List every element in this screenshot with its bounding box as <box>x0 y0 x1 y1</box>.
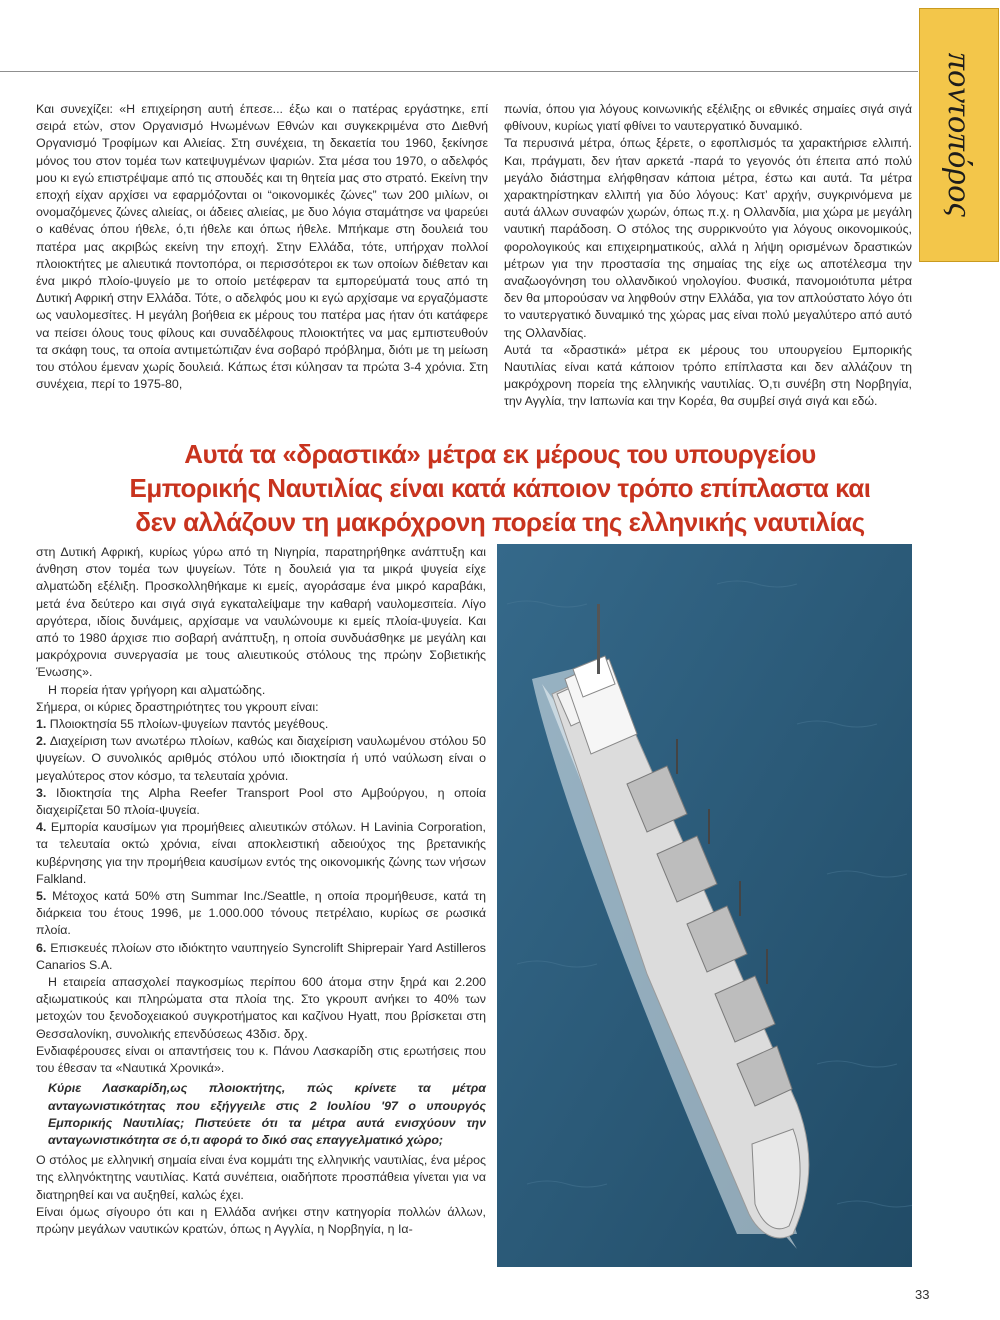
paragraph: Η εταιρεία απασχολεί παγκοσμίως περίπου 600 άτομα στην ξηρά και 2.200 αξιωματικούς και πληρώματα στα πλοία της. Στο γκρουπ ανήκει το 40% των μετοχών του ξενοδοχειακού συγκροτήματος και καζίνου Hyatt, που βρίσκεται στη Θεσσαλονίκη, συνολικής επενδύσεως 43δισ. δρχ. <box>36 975 486 1041</box>
list-text: Διαχείριση των ανωτέρω πλοίων, καθώς και διαχείριση ναυλωμένου στόλου 50 ψυγείων. Ο συνολικός αριθμός στόλου υπό ιδιοκτησία ή υπό ναύλωση είναι ο μεγαλύτερος στον κόσμο, τα τελευταία χρόνια. <box>36 734 487 783</box>
list-item <box>36 940 486 974</box>
header-rule <box>0 71 918 72</box>
page-number: 33 <box>915 1287 930 1302</box>
list-text: Πλοιοκτησία 55 πλοίων-ψυγείων παντός μεγέθους. <box>49 717 329 732</box>
paragraph: Τα περυσινά μέτρα, όπως ξέρετε, ο εφοπλισμός τα χαρακτήρισε ελλιπή. Και, πράγματι, δεν ήταν αρκετά -παρά το γεγονός ότι έπειτα από πολύ μεγάλο διάστημα ελήφθησαν κάποια μέτρα, έστω και αυτά. Τα μέτρα χαρακτηρίστηκαν ελλιπή για δύο λόγους: Κατ’ αρχήν, συγκρινόμενα με αυτά άλλων συναφών χωρών, όπως π.χ. η Ολλανδία, μια χώρα με μεγάλη ναυτική παράδοση. Ο στόλος της συρρικνούτο για λόγους οικονομικούς, φορολογικούς και επιχειρηματικούς, αλλά η λήψη ορισμένων δραστικών μέτρων για την προστασία της σημαίας της είχε ως αποτέλεσμα την αναζωογόνηση του ολλανδικού νηολογίου. Φυσικά, πανομοιότυπα μέτρα δεν θα μπορούσαν να ληφθούν στην Ελλάδα, για τον απλούστατο λόγο ότι το ναυτεργατικό δυναμικό της χώρας μας είναι πολύ μεγαλύτερο από αυτό της Ολλανδίας. <box>504 136 912 340</box>
reefer-ship-illustration <box>497 544 912 1267</box>
paragraph: Η πορεία ήταν γρήγορη και αλματώδης. <box>48 682 266 697</box>
bottom-left-column <box>36 544 486 1238</box>
list-text: Εμπορία καυσίμων για προμήθειες αλιευτικών στόλων. Η Lavinia Corporation, τα τελευταία οκτώ χρόνια, είναι αποκλειστική αδειούχος της βρετανικής κυβέρνησης για την προμήθεια καυσίμων εντός της οικονομικής ζώνης των νήσων Falkland. <box>36 820 486 886</box>
answer-paragraph: Ο στόλος με ελληνική σημαία είναι ένα κομμάτι της ελληνικής ναυτιλίας, ένα μέρος της ελληνόκτητης ναυτιλίας. Κατά συνέπεια, οιαδήποτε προσπάθεια γίνεται για να διατηρηθεί και να αυξηθεί, καλώς έχει. <box>36 1153 486 1202</box>
list-item <box>36 716 486 733</box>
list-number: 2. <box>36 734 47 749</box>
list-number: 1. <box>36 717 47 732</box>
list-text: Επισκευές πλοίων στο ιδιόκτητο ναυπηγείο Syncrolift Shiprepair Yard Astilleros Canarios S.A. <box>36 940 486 972</box>
list-number: 3. <box>36 785 47 800</box>
list-item <box>36 733 486 785</box>
list-number: 4. <box>36 820 47 835</box>
list-intro: Σήμερα, οι κύριες δραστηριότητες του γκρουπ είναι: <box>36 699 319 714</box>
pull-quote: Αυτά τα «δραστικά» μέτρα εκ μέρους του υπουργείου Εμπορικής Ναυτιλίας είναι κατά κάποιον τρόπο επίπλαστα και δεν αλλάζουν τη μακρόχρονη πορεία της ελληνικής ναυτιλίας <box>129 439 871 537</box>
top-right-column <box>504 101 912 411</box>
list-item <box>36 888 486 940</box>
top-left-column <box>36 101 488 393</box>
list-text: Ιδιοκτησία της Alpha Reefer Transport Pool στο Αμβούργου, η οποία διαχειρίζεται 50 πλοία-ψυγεία. <box>36 785 486 818</box>
bow-deck <box>752 1129 800 1229</box>
paragraph: στη Δυτική Αφρική, κυρίως γύρω από τη Νιγηρία, παρατηρήθηκε ανάπτυξη και άνθηση στον τομέα των ψυγείων. Τότε η δουλειά για τα μικρά ψυγεία είχε αλματώδη εξέλιξη. Προσκολληθήκαμε κι εμείς, αγοράσαμε ένα μικρό καραβάκι, μετά ένα δεύτερο και σιγά σιγά εγκαταλείψαμε την καθαρή ναυλομεσιτεία. Λίγο αργότερα, ιδίοις δυνάμεις, αρχίσαμε να ναυλώνουμε κι εμείς πλοία-ψυγεία. Και από το 1980 άρχισε πιο σοβαρή ανάπτυξη, η οποία συνδυάσθηκε με μεγάλη και μακρόχρονια συνεργασία με τους αλιευτικούς στόλους της πρώην Σοβιετικής Ένωσης». <box>36 545 486 680</box>
section-tab-label: ποντοπόρος <box>941 52 979 218</box>
mast <box>597 604 600 674</box>
paragraph: Αυτά τα «δραστικά» μέτρα εκ μέρους του υπουργείου Εμπορικής Ναυτιλίας είναι κατά κάποιον τρόπο επίπλαστα και δεν αλλάζουν τη μακρόχρονη πορεία της ελληνικής ναυτιλίας. Ό,τι συνέβη στη Νορβηγία, την Αγγλία, την Ιαπωνία και την Κορέα, θα συμβεί σιγά σιγά και εδώ. <box>504 342 912 409</box>
answer-paragraph: Είναι όμως σίγουρο ότι και η Ελλάδα ανήκει στην κατηγορία πολλών άλλων, πρώην μεγάλων ναυτικών κρατών, όπως η Αγγλία, η Νορβηγία, η Ια- <box>36 1204 486 1236</box>
list-number: 5. <box>36 889 47 904</box>
interview-question: Κύριε Λασκαρίδη,ως πλοιοκτήτης, πώς κρίνετε τα μέτρα ανταγωνιστικότητας που εξήγγειλε στις 2 Ιουλίου '97 ο υπουργός Εμπορικής Ναυτιλίας; Πιστεύετε ότι τα μέτρα αυτά ενισχύουν την ανταγωνιστικότητα σε ό,τι αφορά το δικό σας επαγγελματικό χώρο; <box>48 1081 486 1147</box>
paragraph: Ενδιαφέρουσες είναι οι απαντήσεις του κ. Πάνου Λασκαρίδη στις ερωτήσεις που του έθεσαν τα «Ναυτικά Χρονικά». <box>36 1043 486 1076</box>
ship-photo <box>497 544 912 1267</box>
paragraph: Και συνεχίζει: «Η επιχείρηση αυτή έπεσε... έξω και ο πατέρας εργάστηκε, επί σειρά ετών, στον Οργανισμό Ηνωμένων Εθνών και συγκεκριμένα στο Διεθνή Οργανισμό Τροφίμων και Αλιείας. Στη συνέχεια, τη δεκαετία του 1960, ξεκίνησε μόνος του στον τομέα των κατεψυγμένων ψαριών. Στα μέσα του 1970, ο αδελφός μου κι εγώ επιστρέψαμε από τις σπουδές και τη θητεία μας στο στρατό. Εκείνη την εποχή είχαν αρχίσει να εφαρμόζονται οι “οικονομικές ζώνες” των 200 μιλίων, οι ονομαζόμενες ζώνες αλιείας, οι άδειες αλιείας, με δυο λόγια σταμάτησε να ψαρεύει ο καθένας όπου ήθελε, ό,τι ήθελε και όπως ήθελε. Μπήκαμε στη δουλειά του πατέρα μας ακριβώς εκείνη την εποχή. Στην Ελλάδα, τότε, υπήρχαν πολλοί πλοιοκτήτες με αλιευτικά ποντοπόρα, οι περισσότεροι εκ των οποίων διέθεταν και ένα μικρό πλοίο-ψυγείο με το οποίο μετέφεραν τα εμπορεύματά τους από τη Δυτική Αφρική στην Ελλάδα. Τότε, ο αδελφός μου κι εγώ αρχίσαμε να εργαζόμαστε ως ναυλομεσίτες. Η μεγάλη βοήθεια εκ μέρους του πατέρα μας ήταν ότι κατάφερε να πείσει όλους τους φίλους και συναδέλφους πλοιοκτήτες να μας εμπιστευθούν τα σκάφη τους, τα οποία αντιμετώπιζαν ένα σοβαρό πρόβλημα, διότι με τη μείωση του στόλου έμεναν χωρίς δουλειά. Κάπως έτσι κύλησαν τα πρώτα 3-4 χρόνια. Στη συνέχεια, περί το 1975-80, <box>36 102 488 392</box>
section-tab <box>919 8 999 262</box>
list-number: 6. <box>36 940 47 955</box>
list-text: Μέτοχος κατά 50% στη Summar Inc./Seattle, η οποία προμήθευσε, κατά τη διάρκεια του έτους 1996, με 1.000.000 τόνους πετρέλαιο, κυρίως σε ρωσικά πλοία. <box>36 889 486 938</box>
list-item <box>36 785 486 819</box>
paragraph: πωνία, όπου για λόγους κοινωνικής εξέλιξης οι εθνικές σημαίες σιγά σιγά φθίνουν, κυρίως γιατί φθίνει το ναυτεργατικό δυναμικό. <box>504 102 912 134</box>
list-item <box>36 819 486 888</box>
